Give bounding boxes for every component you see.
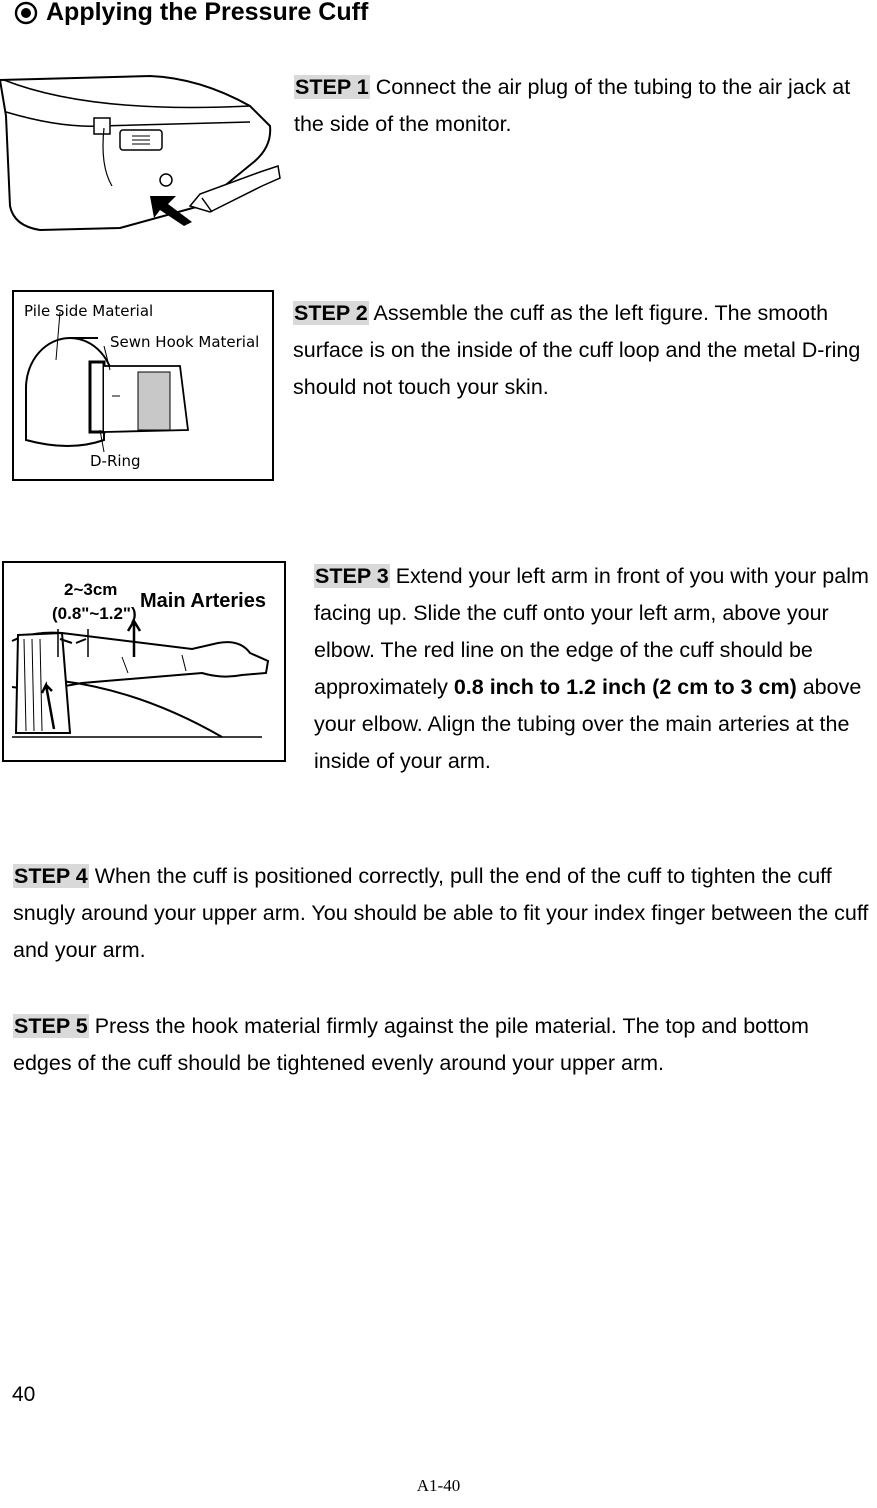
step-5-text: Press the hook material firmly against the pile material. The top and bottom edges of the cuff should be tightened evenly around your upper arm.	[13, 1014, 809, 1075]
step-3-distance: 0.8 inch to 1.2 inch (2 cm to 3 cm)	[453, 675, 797, 699]
section-title-text: Applying the Pressure Cuff	[46, 0, 369, 26]
label-distance-cm: 2~3cm	[64, 580, 118, 599]
figure-monitor-air-jack	[0, 66, 282, 236]
label-pile-side-material: Pile Side Material	[24, 302, 154, 320]
step-2-text: Assemble the cuff as the left figure. The smooth surface is on the inside of the cuff loop and the metal D-ring should not touch your skin.	[293, 301, 861, 399]
label-d-ring: D-Ring	[90, 452, 141, 470]
step-1	[294, 69, 854, 143]
bullseye-icon	[14, 1, 38, 25]
step-3	[314, 558, 877, 780]
figure-arm-cuff-position	[2, 561, 286, 762]
step-2-label: STEP 2	[294, 301, 368, 325]
step-4	[13, 858, 877, 969]
step-3-text-b: above your elbow. Align the tubing over the main arteries at the inside of your arm.	[314, 675, 862, 773]
label-main-arteries: Main Arteries	[140, 590, 266, 612]
step-4-label: STEP 4	[14, 864, 88, 888]
step-5-label: STEP 5	[14, 1014, 88, 1038]
step-1-text: Connect the air plug of the tubing to the air jack at the side of the monitor.	[294, 75, 851, 136]
step-3-label: STEP 3	[315, 564, 389, 588]
figure-cuff-assembly	[12, 290, 274, 481]
label-distance-inch: (0.8"~1.2")	[52, 604, 137, 623]
step-2	[293, 295, 863, 406]
label-sewn-hook-material: Sewn Hook Material	[110, 333, 260, 351]
step-3-text-a: Extend your left arm in front of you with your palm facing up. Slide the cuff onto your left arm, above your elbow. The red line on the edge of the cuff should be approximately	[314, 564, 869, 699]
step-4-text: When the cuff is positioned correctly, pull the end of the cuff to tighten the cuff snugly around your upper arm. You should be able to fit your index finger between the cuff and your arm.	[13, 864, 869, 962]
step-5	[13, 1008, 873, 1082]
footer-code: A1-40	[416, 1476, 461, 1495]
page-number: 40	[12, 1383, 36, 1406]
step-1-label: STEP 1	[295, 75, 369, 99]
section-title	[14, 0, 368, 27]
